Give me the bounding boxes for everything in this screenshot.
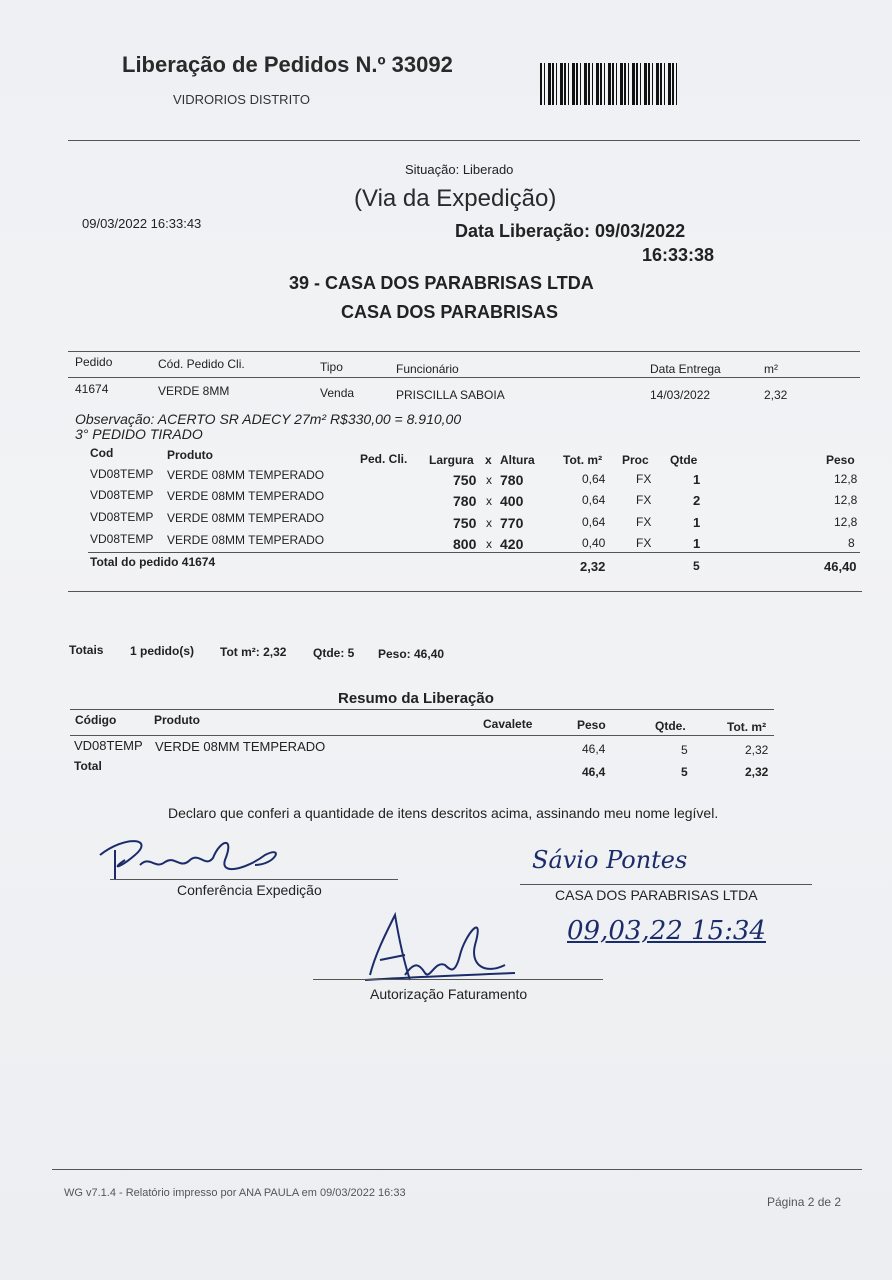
resumo-col-cavalete: Cavalete (483, 717, 533, 731)
status-text: Situação: Liberado (405, 162, 514, 177)
item-altura: 780 (500, 472, 524, 488)
item-largura: 750 (453, 472, 477, 488)
divider (68, 591, 862, 592)
item-produto: VERDE 08MM TEMPERADO (167, 468, 325, 482)
barcode (540, 63, 678, 105)
item-altura: 420 (500, 536, 524, 552)
resumo-title: Resumo da Liberação (338, 690, 494, 707)
col-pedido: Pedido (75, 355, 113, 369)
client-short-name: CASA DOS PARABRISAS (341, 302, 559, 322)
totals-qtde: Qtde: 5 (313, 646, 355, 660)
signature-conferencia (95, 830, 295, 885)
item-altura: 400 (500, 493, 524, 509)
order-total-label: Total do pedido 41674 (90, 555, 216, 569)
order-m2: 2,32 (764, 388, 788, 402)
resumo-total-tot: 2,32 (745, 765, 769, 779)
item-tot: 0,64 (582, 493, 606, 507)
signature-line (520, 884, 812, 885)
item-peso: 12,8 (834, 493, 858, 507)
col-cod-cli: Cód. Pedido Cli. (158, 357, 245, 371)
item-proc: FX (636, 515, 652, 529)
item-cod: VD08TEMP (90, 488, 154, 502)
resumo-produto: VERDE 08MM TEMPERADO (155, 739, 326, 754)
conferencia-label: Conferência Expedição (177, 882, 322, 898)
order-employee: PRISCILLA SABOIA (396, 388, 505, 402)
totals-pedidos: 1 pedido(s) (130, 644, 195, 658)
via-label: (Via da Expedição) (354, 185, 557, 212)
resumo-col-produto: Produto (154, 713, 200, 727)
company-name: VIDRORIOS DISTRITO (173, 92, 310, 107)
resumo-total-label: Total (74, 759, 102, 773)
item-tot: 0,64 (582, 472, 606, 486)
col-tipo: Tipo (320, 360, 343, 374)
footer-report: WG v7.1.4 - Relatório impresso por ANA PAULA em 09/03/2022 16:33 (64, 1187, 406, 1199)
item-largura: 750 (453, 515, 477, 531)
item-largura: 800 (453, 536, 477, 552)
item-proc: FX (636, 536, 652, 550)
resumo-col-codigo: Código (75, 713, 117, 727)
item-produto: VERDE 08MM TEMPERADO (167, 489, 325, 503)
divider (70, 709, 774, 710)
divider (68, 140, 860, 141)
order-observation: Observação: ACERTO SR ADECY 27m² R$330,00 = 8.910,00 (75, 411, 462, 427)
divider (88, 552, 860, 553)
col-ped-cli: Ped. Cli. (360, 452, 408, 466)
client-signature: Sávio Pontes (532, 846, 688, 874)
client-signature-label: CASA DOS PARABRISAS LTDA (555, 887, 758, 903)
item-x: x (486, 473, 492, 487)
item-proc: FX (636, 493, 652, 507)
signature-line (313, 979, 603, 980)
release-date: Data Liberação: 09/03/2022 (455, 221, 686, 241)
col-altura: Altura (500, 453, 535, 467)
item-cod: VD08TEMP (90, 467, 154, 481)
totals-label: Totais (69, 643, 104, 657)
release-time: 16:33:38 (642, 245, 715, 265)
col-qtde: Qtde (670, 453, 698, 467)
col-largura: Largura (429, 453, 474, 467)
item-peso: 8 (848, 536, 855, 550)
printed-timestamp: 09/03/2022 16:33:43 (82, 216, 202, 231)
order-total-m2: 2,32 (580, 559, 606, 574)
item-peso: 12,8 (834, 515, 858, 529)
order-observation-2: 3° PEDIDO TIRADO (75, 426, 203, 442)
signature-autorizacao (365, 905, 525, 995)
col-proc: Proc (622, 453, 649, 467)
item-x: x (486, 537, 492, 551)
handwritten-date: 09,03,22 15:34 (567, 916, 766, 946)
col-data-entrega: Data Entrega (650, 362, 721, 376)
signature-line (110, 879, 398, 880)
divider (68, 377, 860, 378)
item-qtde: 1 (693, 472, 701, 487)
resumo-col-tot: Tot. m² (727, 720, 767, 734)
item-x: x (486, 494, 492, 508)
item-produto: VERDE 08MM TEMPERADO (167, 511, 325, 525)
order-total-peso: 46,40 (824, 559, 857, 574)
col-funcionario: Funcionário (396, 362, 459, 376)
item-proc: FX (636, 472, 652, 486)
item-largura: 780 (453, 493, 477, 509)
item-qtde: 1 (693, 536, 701, 551)
footer-page: Página 2 de 2 (767, 1195, 842, 1209)
item-cod: VD08TEMP (90, 510, 154, 524)
order-total-qtde: 5 (693, 559, 700, 573)
autorizacao-label: Autorização Faturamento (370, 986, 528, 1002)
col-cod: Cod (90, 446, 114, 460)
footer-divider (52, 1169, 862, 1170)
totals-peso: Peso: 46,40 (378, 647, 445, 661)
item-qtde: 2 (693, 493, 701, 508)
order-delivery-date: 14/03/2022 (650, 388, 711, 402)
totals-m2: Tot m²: 2,32 (220, 645, 287, 659)
col-tot-m2: Tot. m² (563, 453, 603, 467)
resumo-tot: 2,32 (745, 743, 769, 757)
resumo-total-qtde: 5 (681, 765, 688, 779)
resumo-peso: 46,4 (582, 742, 606, 756)
document-title: Liberação de Pedidos N.º 33092 (122, 52, 453, 77)
resumo-codigo: VD08TEMP (74, 738, 143, 753)
item-peso: 12,8 (834, 472, 858, 486)
resumo-col-peso: Peso (577, 718, 606, 732)
declaration-text: Declaro que conferi a quantidade de itens descritos acima, assinando meu nome legível. (168, 805, 719, 821)
col-peso: Peso (826, 453, 855, 467)
item-qtde: 1 (693, 515, 701, 530)
order-client-code: VERDE 8MM (158, 384, 230, 398)
col-x: x (485, 453, 492, 467)
resumo-qtde: 5 (681, 743, 688, 757)
divider (70, 735, 774, 736)
item-tot: 0,40 (582, 536, 606, 550)
col-produto: Produto (167, 448, 213, 462)
item-tot: 0,64 (582, 515, 606, 529)
order-number: 41674 (75, 382, 109, 396)
resumo-total-peso: 46,4 (582, 765, 606, 779)
item-altura: 770 (500, 515, 524, 531)
order-type: Venda (320, 386, 355, 400)
item-cod: VD08TEMP (90, 532, 154, 546)
client-name: 39 - CASA DOS PARABRISAS LTDA (289, 273, 594, 293)
resumo-col-qtde: Qtde. (655, 719, 686, 733)
item-produto: VERDE 08MM TEMPERADO (167, 533, 325, 547)
divider (68, 351, 860, 352)
item-x: x (486, 516, 492, 530)
col-m2: m² (764, 362, 778, 376)
